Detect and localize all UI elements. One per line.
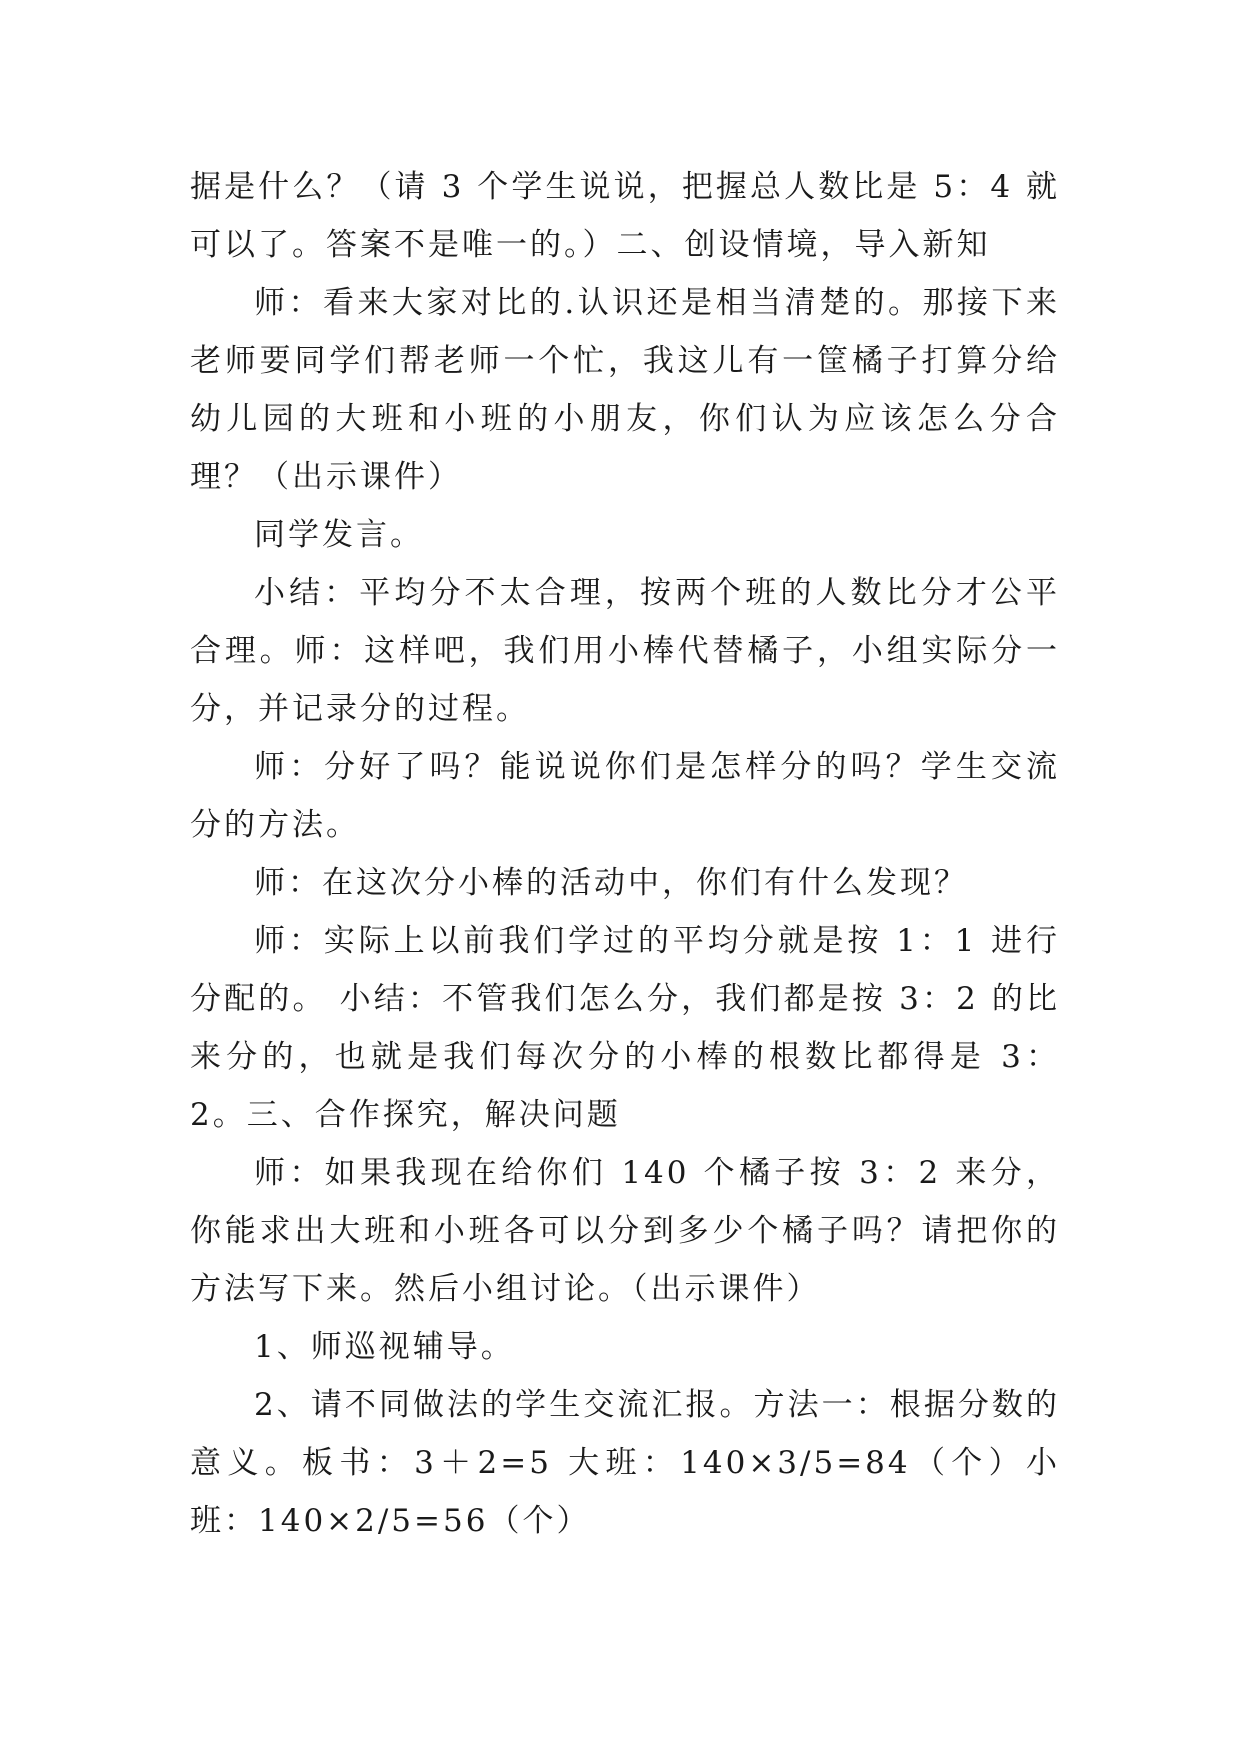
paragraph-8: 师：如果我现在给你们 140 个橘子按 3：2 来分，你能求出大班和小班各可以分到多少个橘子吗？请把你的方法写下来。然后小组讨论。（出示课件） [190,1155,1060,1307]
paragraph-1: 据是什么？（请 3 个学生说说，把握总人数比是 5：4 就可以了。答案不是唯一的。）二、创设情境，导入新知 [190,169,1060,263]
paragraph-5: 师：分好了吗？能说说你们是怎样分的吗？学生交流分的方法。 [190,749,1060,843]
paragraph-4: 小结：平均分不太合理，按两个班的人数比分才公平合理。师：这样吧，我们用小棒代替橘子，小组实际分一分，并记录分的过程。 [190,575,1060,727]
paragraph-3: 同学发言。 [254,517,424,553]
paragraph-2: 师：看来大家对比的.认识还是相当清楚的。那接下来老师要同学们帮老师一个忙，我这儿有一筐橘子打算分给幼儿园的大班和小班的小朋友，你们认为应该怎么分合理？（出示课件） [190,285,1060,495]
paragraph-9: 1、师巡视辅导。 [254,1329,515,1365]
paragraph-6: 师：在这次分小棒的活动中，你们有什么发现？ [254,865,968,901]
document-body [190,158,1060,1550]
paragraph-7: 师：实际上以前我们学过的平均分就是按 1：1 进行分配的。 小结：不管我们怎么分，我们都是按 3：2 的比来分的，也就是我们每次分的小棒的根数比都得是 3：2。三、合作探究，解决问题 [190,923,1060,1133]
paragraph-10: 2、请不同做法的学生交流汇报。方法一：根据分数的意义。板书：3＋2=5 大班：140×3/5=84（个）小班：140×2/5=56（个） [190,1387,1060,1539]
